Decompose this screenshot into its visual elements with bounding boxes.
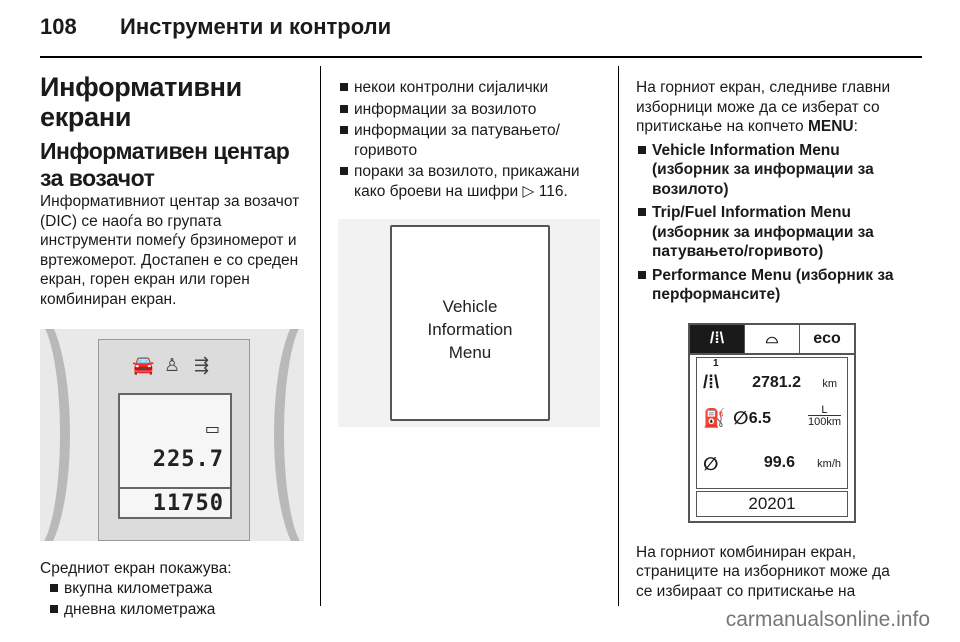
list-item: дневна километража	[48, 600, 306, 620]
car-warning-icon: 🚘	[132, 355, 155, 375]
middle-display-label: Средниот екран покажува:	[40, 560, 232, 577]
speed-value: 99.6	[763, 453, 795, 471]
list-item: информации за патувањето/горивото	[338, 121, 604, 160]
menu-button-label: MENU	[807, 118, 854, 135]
vehicle-info-figure	[338, 219, 600, 427]
dic-figure	[40, 329, 304, 541]
vim-line-3: Menu	[448, 343, 492, 362]
page-header	[40, 14, 922, 44]
display-tabs	[690, 325, 854, 355]
main-menu-list	[636, 141, 906, 305]
header-rule	[40, 56, 922, 58]
section-subheading: Информативен центар за возачот	[40, 138, 290, 191]
column-2	[338, 78, 604, 427]
intro-text: На горниот екран, следниве главни изборници може да се изберат со притискање на копчето	[636, 79, 891, 135]
list-item-text: пораки за возилото, прикажани како броеви на шифри	[354, 163, 580, 200]
unit-bottom: 100km	[807, 415, 841, 428]
vehicle-info-text	[392, 295, 548, 364]
list-item: некои контролни сијалички	[338, 78, 604, 98]
column-3	[636, 78, 906, 601]
page-number: 108	[40, 14, 77, 39]
list-item: Performance Menu (изборник за перформансите)	[636, 266, 906, 305]
seatbelt-icon: ♙	[164, 355, 181, 375]
odometer-footer: 20201	[696, 491, 848, 517]
trip-rows	[696, 357, 848, 489]
car-tab-icon: ⌓	[745, 325, 800, 353]
middle-display	[118, 393, 232, 519]
trip-info-figure	[636, 319, 900, 529]
trip-number: 1	[713, 357, 719, 369]
distance-value: 2781.2	[752, 373, 801, 391]
tachometer-gauge	[274, 329, 304, 541]
watermark: carmanualsonline.info	[725, 608, 930, 631]
vehicle-info-display	[390, 225, 550, 421]
road-tab-icon: /⁞\	[690, 325, 745, 353]
list-item: вкупна километража	[48, 579, 306, 599]
list-item: информации за возилото	[338, 100, 604, 120]
list-item: Vehicle Information Menu (изборник за информации за возилото)	[636, 141, 906, 200]
chapter-title: Инструменти и контроли	[120, 14, 392, 39]
list-item	[338, 162, 604, 201]
display-separator	[120, 487, 230, 489]
page-ref-icon: ▷	[522, 182, 535, 200]
column-1	[40, 72, 306, 622]
section-heading: Информативни екрани	[40, 72, 242, 132]
distance-unit: km	[822, 377, 837, 390]
speedometer-gauge	[40, 329, 70, 541]
display-content-list	[338, 78, 604, 201]
page-ref: 116.	[538, 182, 568, 200]
consumption-unit	[808, 404, 841, 428]
average-icon: ∅	[703, 453, 719, 474]
middle-display-list	[48, 579, 306, 620]
outro-paragraph: На горниот комбиниран екран, страниците на изборникот може да се избираат со притискање на	[636, 543, 890, 600]
vim-line-2: Information	[427, 320, 513, 339]
trip-readout: 11750	[152, 491, 224, 516]
trip-display	[688, 323, 856, 523]
average-icon: ∅	[733, 407, 749, 428]
intro-paragraph: Информативниот центар за возачот (DIC) се наоѓа во групата инструменти помеѓу брзиномерот и вртежомерот. Достапен е со среден екран, горен екран или горен комбиниран екран.	[40, 193, 300, 308]
upper-display-intro: На горниот екран, следниве главни изборници може да се изберат со притискање на копчето MENU:	[636, 79, 891, 135]
road-icon: /⁞\	[703, 371, 719, 392]
lamp-icon: ⇶	[194, 355, 210, 375]
fuel-pump-icon: ⛽	[703, 407, 726, 428]
speed-unit: km/h	[817, 457, 841, 470]
column-divider-1	[320, 66, 321, 606]
vim-line-1: Vehicle	[442, 297, 498, 316]
book-icon: ▭	[204, 421, 220, 438]
odometer-readout: 225.7	[152, 447, 224, 472]
unit-top: L	[821, 403, 828, 416]
column-divider-2	[618, 66, 619, 606]
eco-tab: eco	[813, 329, 841, 347]
consumption-value: 6.5	[748, 409, 771, 427]
list-item: Trip/Fuel Information Menu (изборник за информации за патувањето/горивото)	[636, 203, 906, 262]
